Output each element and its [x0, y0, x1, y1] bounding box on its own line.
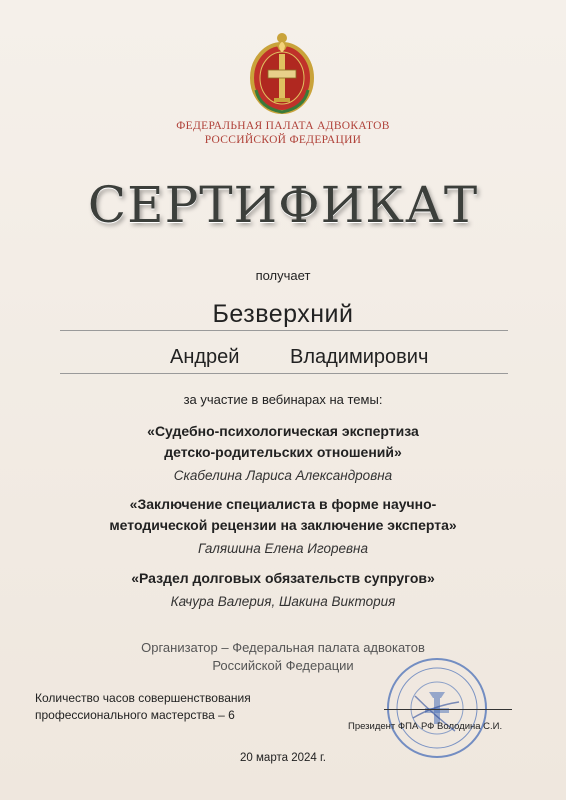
intro-text: за участие в вебинарах на темы: — [183, 392, 383, 407]
webinar-2-speaker: Галяшина Елена Игоревна — [198, 541, 368, 556]
lawyer-chamber-emblem-icon — [246, 30, 318, 116]
webinar-1-title-line1: «Судебно-психологическая экспертиза — [147, 423, 419, 439]
webinar-2-title-line1: «Заключение специалиста в форме научно- — [129, 496, 437, 512]
signature-line — [384, 709, 512, 710]
organizer-line1: Организатор – Федеральная палата адвокатов — [141, 640, 425, 655]
webinar-3-speaker: Качура Валерия, Шакина Виктория — [170, 594, 396, 609]
hours-info — [35, 690, 251, 724]
surname-underline — [60, 330, 508, 331]
president-signature-label: Президент ФПА РФ Володина С.И. — [348, 721, 503, 732]
receives-label: получает — [255, 268, 311, 283]
webinar-1-title-line2: детско-родительских отношений» — [164, 444, 402, 460]
webinar-1-speaker: Скабелина Лариса Александровна — [173, 468, 393, 483]
name-underline — [60, 373, 508, 374]
official-seal-icon — [385, 656, 489, 760]
org-name-line2: РОССИЙСКОЙ ФЕДЕРАЦИИ — [204, 134, 362, 146]
org-name-line1: ФЕДЕРАЛЬНАЯ ПАЛАТА АДВОКАТОВ — [176, 120, 390, 132]
recipient-patronymic: Владимирович — [290, 346, 429, 368]
webinar-3-title: «Раздел долговых обязательств супругов» — [131, 570, 435, 586]
issue-date: 20 марта 2024 г. — [240, 752, 326, 764]
hours-line1: Количество часов совершенствования — [35, 691, 251, 705]
hours-line2: профессионального мастерства – 6 — [35, 708, 235, 722]
organizer-line2: Российской Федерации — [212, 658, 354, 673]
recipient-surname: Безверхний — [212, 300, 354, 328]
recipient-first-name: Андрей — [170, 346, 240, 368]
certificate-title: СЕРТИФИКАТ — [87, 176, 479, 234]
webinar-2-title-line2: методической рецензии на заключение эксперта» — [109, 517, 457, 533]
